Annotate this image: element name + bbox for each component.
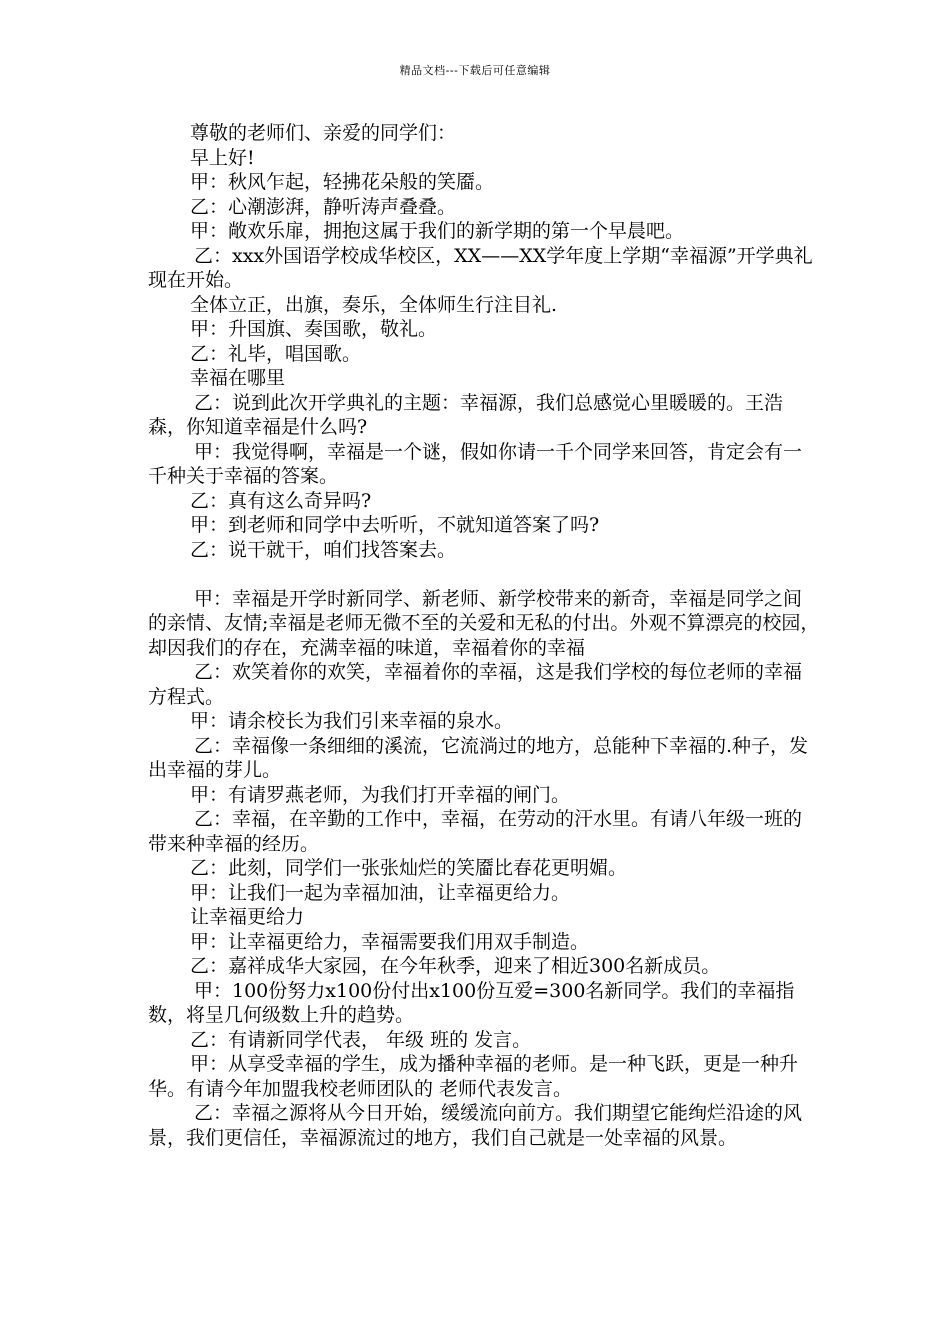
paragraph: 甲：幸福是开学时新同学、新老师、新学校带来的新奇，幸福是同学之间的亲情、友情;幸福是老师无微不至的关爱和无私的付出。外观不算漂亮的校园，却因我们的存在，充满幸福的味道，幸福着你的幸福 [148, 587, 820, 659]
paragraph: 甲：敞欢乐扉，拥抱这属于我们的新学期的第一个早晨吧。 [190, 220, 685, 242]
paragraph: 甲：秋风乍起，轻拂花朵般的笑靥。 [190, 171, 495, 193]
paragraph: 乙：有请新同学代表， 年级 班的 发言。 [190, 1028, 532, 1051]
paragraph: 乙：嘉祥成华大家园，在今年秋季，迎来了相近300名新成员。 [190, 955, 721, 977]
paragraph: 乙：真有这么奇异吗? [190, 489, 372, 512]
paragraph: 乙：幸福像一条细细的溪流，它流淌过的地方，总能种下幸福的.种子，发出幸福的芽儿。 [148, 734, 809, 781]
paragraph: 甲：100份努力x100份付出x100份互爱=300名新同学。我们的幸福指数，将呈几何级数上升的趋势。 [148, 979, 795, 1026]
paragraph: 乙：欢笑着你的欢笑，幸福着你的幸福，这是我们学校的每位老师的幸福方程式。 [148, 661, 803, 708]
paragraph: 乙：xxx外国语学校成华校区，XX——XX学年度上学期“幸福源”开学典礼现在开始。 [148, 244, 813, 291]
section-heading: 让幸福更给力 [190, 906, 305, 928]
salutation: 尊敬的老师们、亲爱的同学们： [190, 122, 457, 144]
paragraph: 乙：此刻，同学们一张张灿烂的笑靥比春花更明媚。 [190, 857, 628, 879]
paragraph: 乙：幸福，在辛勤的工作中，幸福，在劳动的汗水里。有请八年级一班的 带来种幸福的经历。 [148, 808, 803, 855]
paragraph: 乙：说干就干，咱们找答案去。 [190, 538, 457, 561]
paragraph: 甲：让幸福更给力，幸福需要我们用双手制造。 [190, 930, 590, 953]
paragraph: 乙：说到此次开学典礼的主题：幸福源，我们总感觉心里暖暖的。王浩森，你知道幸福是什么吗? [148, 391, 784, 438]
greeting: 早上好! [190, 146, 255, 169]
page-header: 精品文档---下载后可任意编辑 [399, 64, 551, 77]
paragraph: 全体立正，出旗，奏乐，全体师生行注目礼. [190, 293, 558, 316]
paragraph: 甲：让我们一起为幸福加油，让幸福更给力。 [190, 881, 571, 904]
paragraph: 甲：到老师和同学中去听听，不就知道答案了吗? [190, 514, 600, 536]
paragraph: 甲：升国旗、奏国歌，敬礼。 [190, 318, 438, 340]
document-body [148, 121, 820, 1150]
paragraph: 乙：礼毕，唱国歌。 [190, 342, 362, 365]
paragraph: 甲：有请罗燕老师，为我们打开幸福的闸门。 [190, 783, 571, 806]
paragraph: 乙：幸福之源将从今日开始，缓缓流向前方。我们期望它能绚烂沿途的风景，我们更信任，幸福源流过的地方，我们自己就是一处幸福的风景。 [148, 1102, 803, 1149]
paragraph: 乙：心潮澎湃，静听涛声叠叠。 [190, 195, 457, 218]
blank-line [148, 562, 820, 587]
section-heading: 幸福在哪里 [190, 367, 286, 389]
paragraph: 甲：我觉得啊，幸福是一个谜，假如你请一千个同学来回答，肯定会有一千种关于幸福的答案。 [148, 440, 803, 487]
paragraph: 甲：从享受幸福的学生，成为播种幸福的老师。是一种飞跃，更是一种升华。有请今年加盟我校老师团队的 老师代表发言。 [148, 1053, 799, 1100]
paragraph: 甲：请余校长为我们引来幸福的泉水。 [190, 710, 514, 732]
